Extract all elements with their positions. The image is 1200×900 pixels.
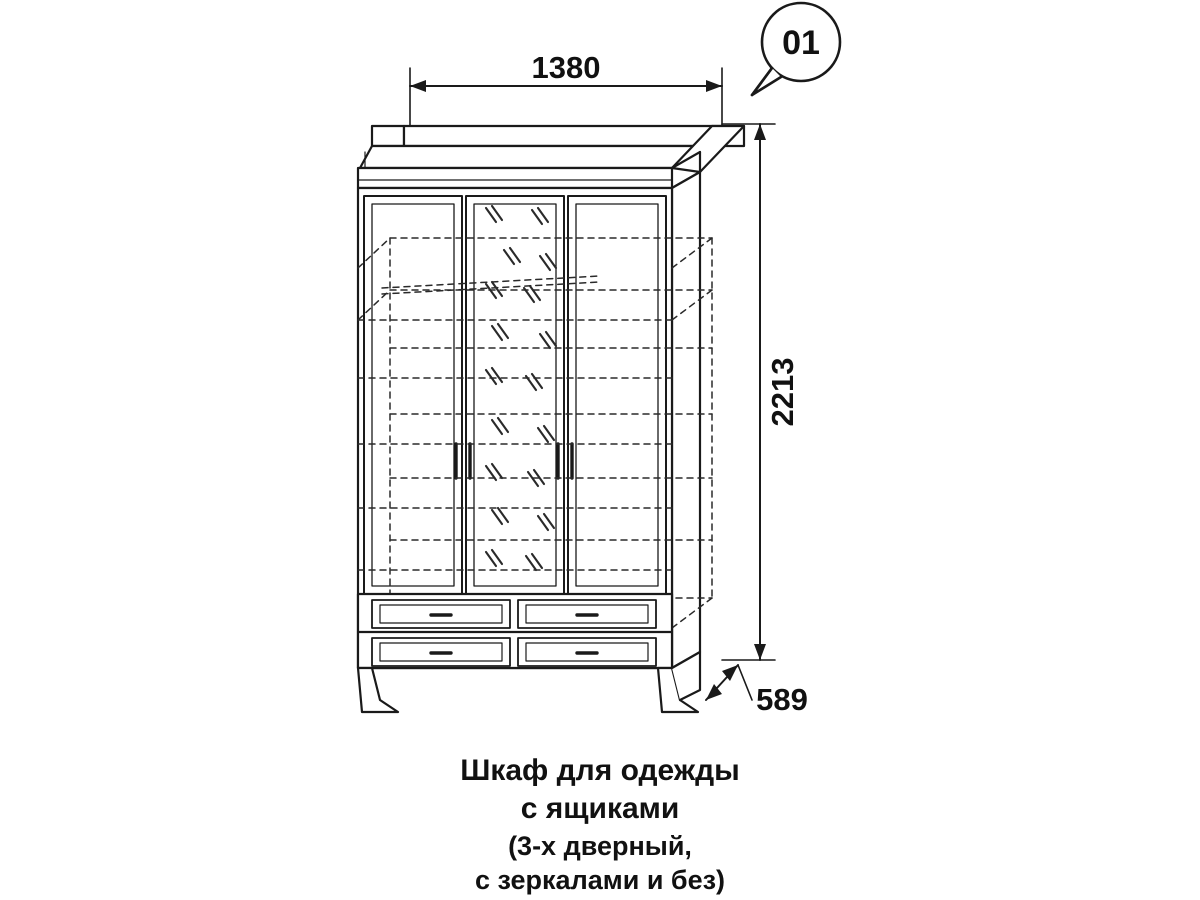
- dimension-depth: [706, 665, 752, 700]
- drawer-top-right: [518, 600, 656, 628]
- cabinet-side-panel: [672, 172, 700, 668]
- door-left: [364, 196, 462, 594]
- badge-label: 01: [782, 24, 820, 62]
- drawer-bottom-right: [518, 638, 656, 666]
- caption-line-3: (3-х дверный,: [508, 830, 692, 861]
- dimension-height-label: 2213: [765, 357, 800, 427]
- product-caption: [0, 752, 1200, 898]
- caption-line-2: с ящиками: [520, 792, 680, 826]
- drawer-bottom-left: [372, 638, 510, 666]
- dimension-width-label: 1380: [531, 50, 601, 85]
- caption-line-1: Шкаф для одежды: [460, 754, 740, 787]
- dimension-depth-label: 589: [756, 682, 808, 717]
- door-right: [568, 196, 666, 594]
- drawer-top-left: [372, 600, 510, 628]
- caption-line-4: с зеркалами и без): [474, 865, 726, 896]
